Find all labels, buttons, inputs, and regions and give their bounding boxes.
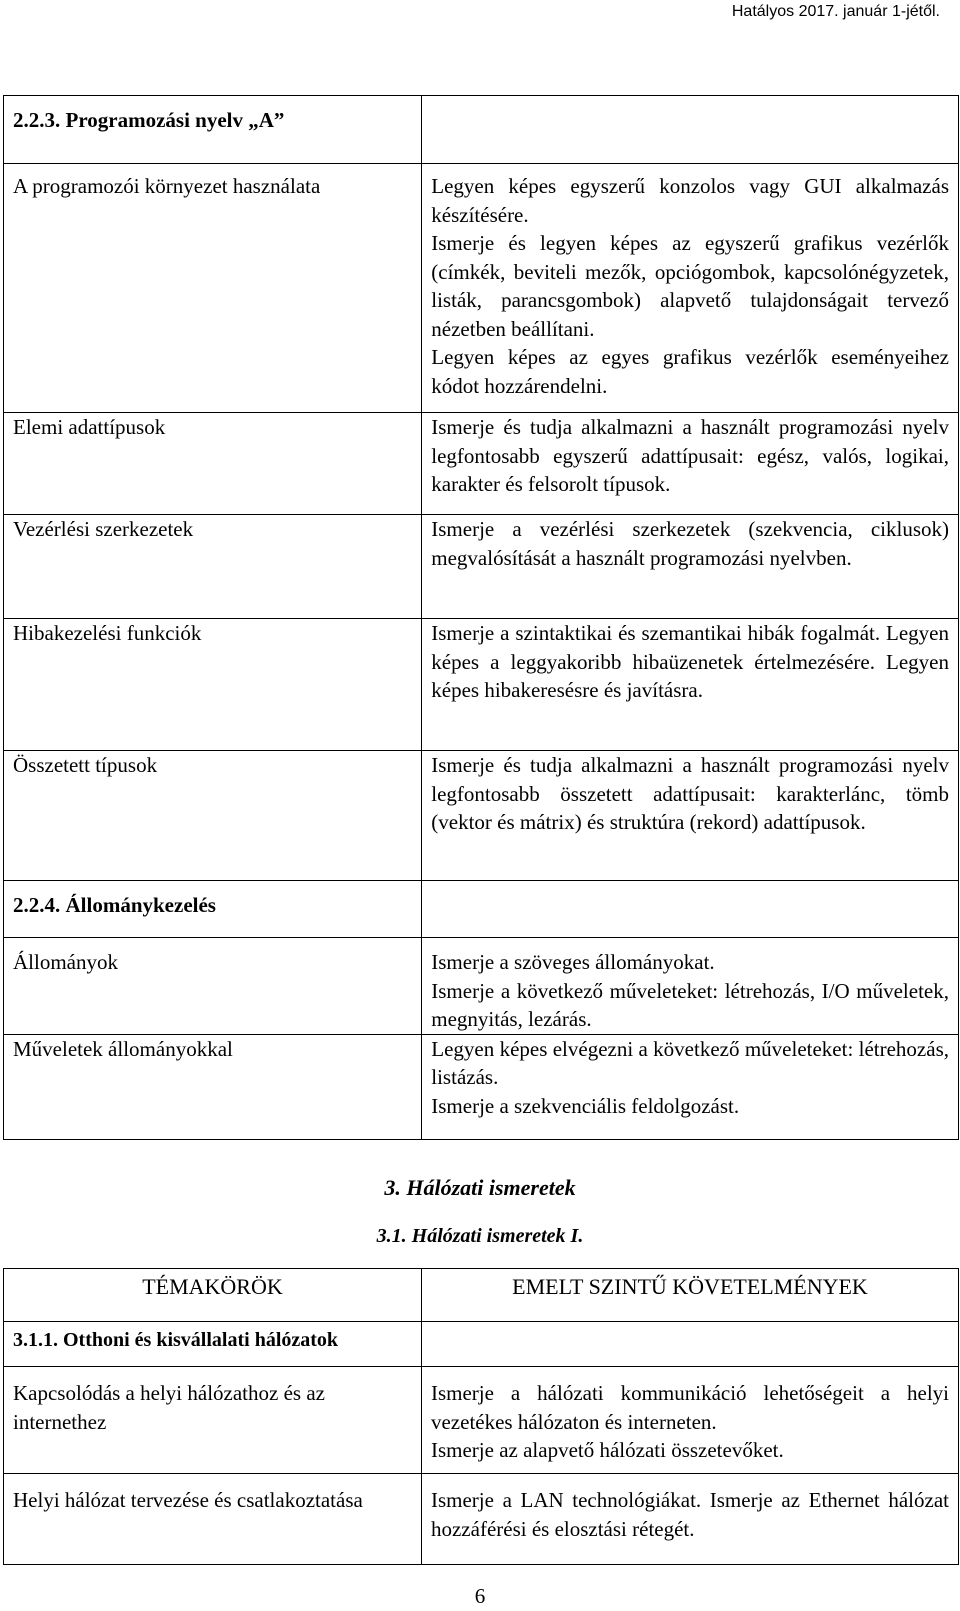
requirement-text: Ismerje a szekvenciális feldolgozást.: [431, 1093, 740, 1118]
requirement-text: Ismerje a hálózati kommunikáció lehetőségeit a helyi vezetékes hálózaton és interneten.: [430, 1381, 949, 1434]
requirement-text: Legyen képes elvégezni a következő műveleteket: létrehozás, listázás.: [431, 1036, 949, 1089]
requirement-text: Legyen képes egyszerű konzolos vagy GUI alkalmazás készítésére.: [431, 174, 949, 227]
requirement-text: Legyen képes az egyes grafikus vezérlők eseményeihez kódot hozzárendelni.: [431, 345, 949, 398]
column-header-requirements: EMELT SZINTŰ KÖVETELMÉNYEK: [421, 1269, 958, 1322]
requirement-text: Ismerje a LAN technológiákat. Ismerje az Ethernet hálózat hozzáférési és elosztási rétegét.: [430, 1488, 949, 1541]
validity-note: Hatályos 2017. január 1-jétől.: [731, 3, 940, 20]
requirement-text: Ismerje és tudja alkalmazni a használt programozási nyelv legfontosabb összetett adattípusait: karakterlánc, tömb (vektor és mátrix) és struktúra (rekord) adattípusok.: [431, 753, 949, 834]
subchapter-heading: [0, 1222, 960, 1251]
section-row: [4, 1322, 959, 1367]
topic-cell: Műveletek állományokkal: [4, 1034, 422, 1139]
requirement-text: Ismerje és tudja alkalmazni a használt programozási nyelv legfontosabb egyszerű adattípusait: egész, valós, logikai, karakter és felsorolt típusok.: [431, 415, 949, 496]
requirement-cell: [422, 751, 959, 881]
topic-cell: Hibakezelési funkciók: [4, 619, 422, 751]
requirement-text: Ismerje a vezérlési szerkezetek (szekvencia, ciklusok) megvalósítását a használt programozási nyelvben.: [431, 517, 949, 570]
empty-cell: [421, 1322, 958, 1367]
requirement-text: Ismerje és legyen képes az egyszerű grafikus vezérlők (címkék, beviteli mezők, opciógombok, kapcsolónégyzetek, listák, parancsgombok) alapvető tulajdonságait tervező nézetben beállítani.: [431, 231, 949, 341]
requirement-cell: [422, 1034, 959, 1139]
requirement-text: Ismerje a szöveges állományokat.: [431, 950, 715, 974]
topic-cell: Állományok: [4, 938, 422, 1035]
requirement-text: Ismerje a következő műveleteket: létrehozás, I/O műveletek, megnyitás, lezárás.: [431, 978, 949, 1031]
column-header-topics: TÉMAKÖRÖK: [4, 1269, 422, 1322]
requirement-cell: [421, 1367, 958, 1474]
requirement-cell: [422, 619, 959, 751]
requirements-table-networking: [3, 1268, 959, 1565]
section-row: [4, 96, 959, 164]
chapter-title: Hálózati ismeretek: [406, 1175, 576, 1200]
table-row: [4, 1474, 959, 1565]
table-row: [4, 938, 959, 1035]
table-row: [4, 164, 959, 413]
requirement-cell: [421, 1474, 958, 1565]
page-number: 6: [474, 1584, 486, 1608]
table-row: [4, 515, 959, 619]
table-row: [4, 751, 959, 881]
table-header-row: [4, 1269, 959, 1322]
section-title: 2.2.4. Állománykezelés: [4, 881, 422, 938]
empty-cell: [422, 96, 959, 164]
requirement-cell: [422, 164, 959, 413]
chapter-number: 3.: [384, 1175, 401, 1200]
table-row: [4, 619, 959, 751]
subchapter-title: Hálózati ismeretek I.: [411, 1225, 584, 1247]
table-row: [4, 1034, 959, 1139]
topic-cell: Kapcsolódás a helyi hálózathoz és az internethez: [4, 1367, 422, 1474]
section-title: 3.1.1. Otthoni és kisvállalati hálózatok: [4, 1322, 422, 1367]
table-row: [4, 413, 959, 515]
table-row: [4, 1367, 959, 1474]
requirement-cell: [422, 413, 959, 515]
topic-cell: Vezérlési szerkezetek: [4, 515, 422, 619]
section-row: [4, 881, 959, 938]
topic-cell: Helyi hálózat tervezése és csatlakoztatása: [4, 1474, 422, 1565]
requirement-text: Ismerje az alapvető hálózati összetevőket.: [430, 1438, 784, 1462]
requirement-cell: [422, 515, 959, 619]
requirement-cell: [422, 938, 959, 1035]
requirement-text: Ismerje a szintaktikai és szemantikai hibák fogalmát. Legyen képes a leggyakoribb hibaüzenetek értelmezésére. Legyen képes hibakeresésre és javításra.: [431, 621, 949, 702]
section-title: 2.2.3. Programozási nyelv „A”: [4, 96, 422, 164]
subchapter-number: 3.1.: [376, 1225, 407, 1247]
empty-cell: [422, 881, 959, 938]
requirements-table-programming: [3, 95, 959, 1140]
chapter-heading: [0, 1174, 960, 1203]
topic-cell: Összetett típusok: [4, 751, 422, 881]
topic-cell: Elemi adattípusok: [4, 413, 422, 515]
topic-cell: A programozói környezet használata: [4, 164, 422, 413]
